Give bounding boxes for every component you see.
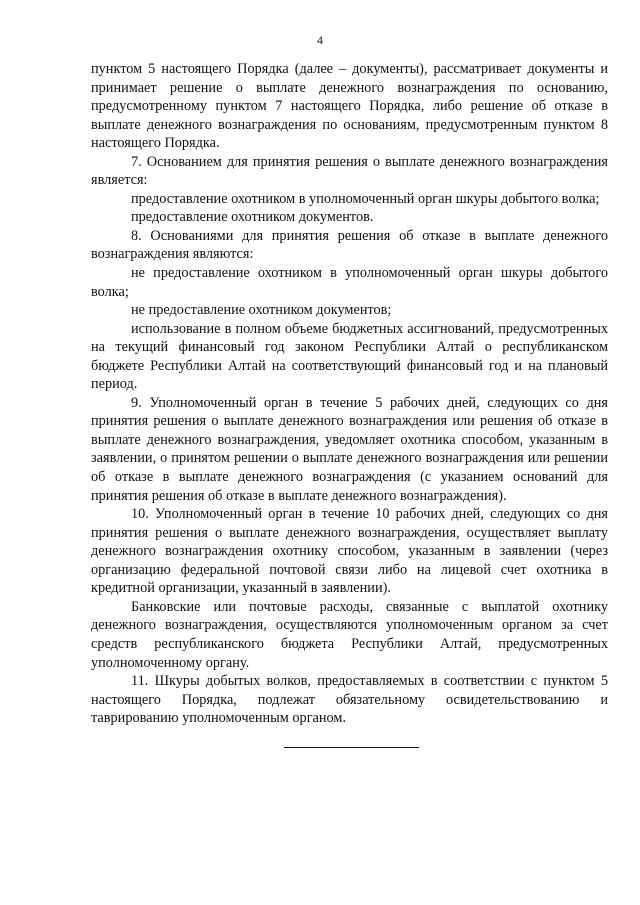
paragraph-item-8-condition-3: использование в полном объеме бюджетных ассигнований, предусмотренных на текущий финансовый год законом Республики Алтай о республиканском бюджете Республики Алтай на соответствующий финансовый год и на плановый период. <box>91 320 608 393</box>
paragraph-item-7-condition-1: предоставление охотником в уполномоченный орган шкуры добытого волка; <box>131 190 600 207</box>
page-number: 4 <box>317 33 323 47</box>
end-separator-line <box>284 747 419 748</box>
paragraph-item-8-condition-1: не предоставление охотником в уполномоченный орган шкуры добытого волка; <box>91 265 608 300</box>
paragraph-item-7: 7. Основанием для принятия решения о выплате денежного вознаграждения является: <box>91 153 608 189</box>
document-body <box>91 60 608 728</box>
paragraph-item-7-condition-2: предоставление охотником документов. <box>131 209 374 226</box>
paragraph-continuation: пунктом 5 настоящего Порядка (далее – документы), рассматривает документы и принимает решение о выплате денежного вознаграждения по основанию, предусмотренному пунктом 7 настоящего Порядка, либо решение об отказе в выплате денежного вознаграждения по основаниям, предусмотренным пунктом 8 настоящего Порядка. <box>91 61 608 152</box>
paragraph-item-11: 11. Шкуры добытых волков, предоставляемых в соответствии с пунктом 5 настоящего Порядка, подлежат обязательному освидетельствованию и таврированию уполномоченным органом. <box>91 673 608 727</box>
paragraph-expenses: Банковские или почтовые расходы, связанные с выплатой охотнику денежного вознаграждения, осуществляются уполномоченным органом за счет средств республиканского бюджета Республики Алтай, предусмотренных уполномоченному органу. <box>91 598 608 671</box>
paragraph-item-8-condition-2: не предоставление охотником документов; <box>131 302 392 319</box>
paragraph-item-10: 10. Уполномоченный орган в течение 10 рабочих дней, следующих со дня принятия решения о выплате денежного вознаграждения, осуществляет выплату денежного вознаграждения охотнику способом, указанным в заявлении (через организацию федеральной почтовой связи либо на лицевой счет охотника в кредитной организации, указанный в заявлении). <box>91 506 608 597</box>
paragraph-item-9: 9. Уполномоченный орган в течение 5 рабочих дней, следующих со дня принятия решения о выплате денежного вознаграждения или решения об отказе в выплате денежного вознаграждения, уведомляет охотника способом, указанным в заявлении, о принятом решении о выплате денежного вознаграждения или решении об отказе в выплате денежного вознаграждения (с указанием оснований для принятия решения об отказе в выплате денежного вознаграждения). <box>91 394 608 504</box>
paragraph-item-8: 8. Основаниями для принятия решения об отказе в выплате денежного вознаграждения являются: <box>91 227 608 263</box>
